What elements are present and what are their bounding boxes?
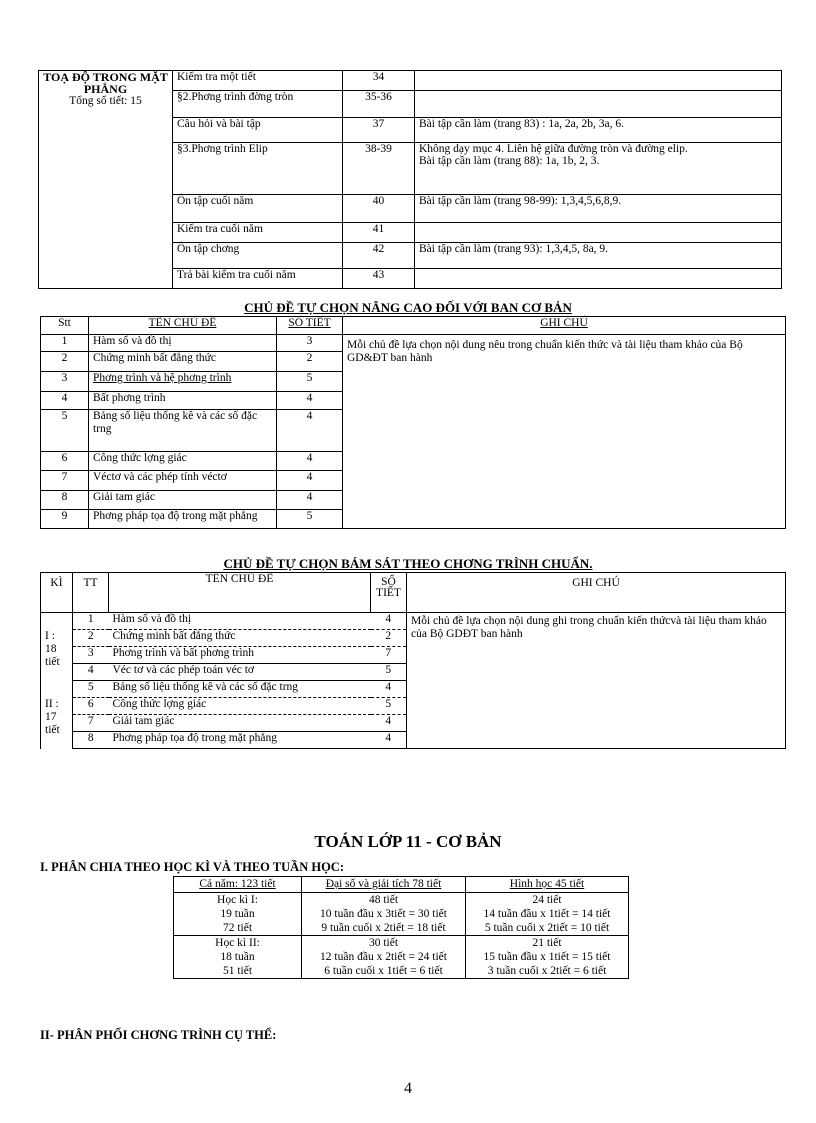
header-topic: TÊN CHỦ ĐỀ xyxy=(89,317,277,335)
term2-geometry xyxy=(466,936,629,979)
lesson-name: Kiểm tra một tiết xyxy=(173,71,343,91)
term-line: 15 tuần đầu x 1tiết = 15 tiết xyxy=(483,951,611,963)
header-year: Cả năm: 123 tiết xyxy=(174,877,302,893)
standard-topics-title: CHỦ ĐỀ TỰ CHỌN BÁM SÁT THEO CHƠNG TRÌNH CHUẨN. xyxy=(223,556,593,571)
lesson-note xyxy=(415,71,782,91)
topic-stt: 1 xyxy=(41,335,89,352)
term-line: 10 tuần đầu x 3tiết = 30 tiết xyxy=(320,908,447,920)
topic-name: Véc tơ và các phép toán véc tơ xyxy=(109,664,371,681)
header-algebra: Đại số và giải tích 78 tiết xyxy=(302,877,466,893)
topic-tt: 4 xyxy=(73,664,109,681)
grade11-title: TOÁN LỚP 11 - CƠ BẢN xyxy=(314,832,502,851)
topic-tt: 7 xyxy=(73,715,109,732)
lesson-note-line: Không dạy mục 4. Liên hệ giữa đường tròn và đường elip. xyxy=(419,143,688,155)
header-ki: KÌ xyxy=(41,573,73,613)
topic-name: Bảng số liệu thống kê và các số đặc trng xyxy=(109,681,371,698)
topic-note: Mỗi chủ đề lựa chọn nội dung nêu trong chuẩn kiến thức và tài liệu tham khảo của Bộ GD&ĐT ban hành xyxy=(343,335,786,529)
topic-name: Chứng minh bất đẳng thức xyxy=(89,352,277,372)
topic-tt: 2 xyxy=(73,630,109,647)
topic-periods: 4 xyxy=(277,410,343,452)
topic-periods: 4 xyxy=(277,452,343,471)
term-line: Học kì I: xyxy=(217,894,258,906)
topic-stt: 2 xyxy=(41,352,89,372)
header-periods: SỐ TIẾT xyxy=(277,317,343,335)
topic-periods: 7 xyxy=(371,647,407,664)
topic-tt: 5 xyxy=(73,681,109,698)
lesson-name: Kiểm tra cuối năm xyxy=(173,223,343,243)
topic-periods: 4 xyxy=(371,715,407,732)
term1-label xyxy=(174,893,302,936)
term-line: 14 tuần đầu x 1tiết = 14 tiết xyxy=(483,908,611,920)
topic-periods: 4 xyxy=(371,681,407,698)
lesson-period: 41 xyxy=(343,223,415,243)
lesson-name: §3.Phơng trình Elip xyxy=(173,143,343,195)
topic-name: Phơng trình và bất phơng trình xyxy=(109,647,371,664)
lesson-period: 38-39 xyxy=(343,143,415,195)
term-line: 12 tuần đầu x 2tiết = 24 tiết xyxy=(320,951,447,963)
term-line: 21 tiết xyxy=(532,937,562,949)
term-line: 48 tiết xyxy=(368,894,399,906)
term-line: Học kì II: xyxy=(215,937,260,949)
topic-periods: 4 xyxy=(371,613,407,630)
topic-stt: 3 xyxy=(41,372,89,392)
topic-periods: 3 xyxy=(277,335,343,352)
topic-stt: 8 xyxy=(41,491,89,510)
header-geometry: Hình học 45 tiết xyxy=(466,877,629,893)
advanced-topics-table xyxy=(40,316,786,529)
topic-stt: 9 xyxy=(41,510,89,529)
section-title: TOẠ ĐỘ TRONG MẶT PHẲNG xyxy=(43,70,168,96)
topic-note: Mỗi chủ đề lựa chọn nội dung ghi trong chuẩn kiến thứcvà tài liệu tham khảo của Bộ GDĐT ban hành xyxy=(407,613,786,749)
section-total: Tổng số tiết: 15 xyxy=(69,95,142,107)
lesson-period: 37 xyxy=(343,118,415,143)
topic-periods: 5 xyxy=(371,698,407,715)
lesson-note xyxy=(415,143,782,195)
topic-periods: 5 xyxy=(371,664,407,681)
term2-algebra xyxy=(302,936,466,979)
section1-heading: I. PHÂN CHIA THEO HỌC KÌ VÀ THEO TUẦN HỌC: xyxy=(40,860,344,874)
term-line: 30 tiết xyxy=(368,937,399,949)
topic-name: Phơng pháp tọa độ trong mặt phẳng xyxy=(89,510,277,529)
coordinate-plane-schedule-table xyxy=(38,70,782,289)
term-line: 9 tuần cuối x 2tiết = 18 tiết xyxy=(321,922,446,934)
lesson-period: 40 xyxy=(343,195,415,223)
lesson-note xyxy=(415,269,782,289)
header-tt: TT xyxy=(73,573,109,613)
topic-name: Phơng pháp tọa độ trong mặt phẳng xyxy=(109,732,371,749)
term-label: II : 17 tiết xyxy=(41,681,73,749)
lesson-name: Câu hỏi và bài tập xyxy=(173,118,343,143)
topic-periods: 4 xyxy=(277,392,343,410)
topic-periods: 4 xyxy=(277,471,343,491)
topic-name: Công thức lợng giác xyxy=(109,698,371,715)
lesson-note: Bài tập cần làm (trang 83) : 1a, 2a, 2b, 3a, 6. xyxy=(415,118,782,143)
topic-periods: 2 xyxy=(371,630,407,647)
lesson-note xyxy=(415,91,782,118)
header-note: GHI CHÚ xyxy=(343,317,786,335)
topic-periods: 4 xyxy=(371,732,407,749)
topic-tt: 1 xyxy=(73,613,109,630)
term-line: 24 tiết xyxy=(532,894,562,906)
term-allocation-table xyxy=(173,876,629,979)
topic-stt: 5 xyxy=(41,410,89,452)
lesson-note: Bài tập cần làm (trang 98-99): 1,3,4,5,6,8,9. xyxy=(415,195,782,223)
topic-name: Công thức lợng giác xyxy=(89,452,277,471)
term-line: 19 tuần xyxy=(220,908,255,920)
lesson-period: 34 xyxy=(343,71,415,91)
topic-stt: 6 xyxy=(41,452,89,471)
topic-tt: 6 xyxy=(73,698,109,715)
topic-name: Hàm số và đồ thị xyxy=(89,335,277,352)
lesson-period: 35-36 xyxy=(343,91,415,118)
topic-periods: 5 xyxy=(277,510,343,529)
topic-name: Giải tam giác xyxy=(109,715,371,732)
topic-periods: 2 xyxy=(277,352,343,372)
term-line: 3 tuần cuối x 2tiết = 6 tiết xyxy=(487,965,607,977)
header-topic: TÊN CHỦ ĐỀ xyxy=(109,573,371,613)
section-cell xyxy=(39,71,173,289)
term-line: 72 tiết xyxy=(222,922,253,934)
header-stt: Stt xyxy=(41,317,89,335)
topic-tt: 8 xyxy=(73,732,109,749)
term1-algebra xyxy=(302,893,466,936)
advanced-topics-title: CHỦ ĐỀ TỰ CHỌN NÂNG CAO ĐỐI VỚI BAN CƠ BẢN xyxy=(244,300,572,315)
term-label: I : 18 tiết xyxy=(41,613,73,681)
lesson-period: 43 xyxy=(343,269,415,289)
lesson-period: 42 xyxy=(343,243,415,269)
lesson-name: Trả bài kiểm tra cuối năm xyxy=(173,269,343,289)
lesson-note: Bài tập cần làm (trang 93): 1,3,4,5, 8a, 9. xyxy=(415,243,782,269)
topic-name: Bảng số liệu thống kê và các số đặc trng xyxy=(89,410,277,452)
lesson-note-line: Bài tập cần làm (trang 88): 1a, 1b, 2, 3. xyxy=(419,155,600,167)
header-note: GHI CHÚ xyxy=(407,573,786,613)
lesson-name: Ôn tập cuối năm xyxy=(173,195,343,223)
lesson-name: §2.Phơng trình đờng tròn xyxy=(173,91,343,118)
lesson-note xyxy=(415,223,782,243)
term2-label xyxy=(174,936,302,979)
topic-name: Bất phơng trình xyxy=(89,392,277,410)
topic-periods: 4 xyxy=(277,491,343,510)
term-line: 6 tuần cuối x 1tiết = 6 tiết xyxy=(324,965,443,977)
topic-name: Hàm số và đồ thị xyxy=(109,613,371,630)
topic-name: Phơng trình và hệ phơng trình xyxy=(89,372,277,392)
topic-name: Véctơ và các phép tính véctơ xyxy=(89,471,277,491)
term1-geometry xyxy=(466,893,629,936)
term-line: 51 tiết xyxy=(222,965,253,977)
section2-heading: II- PHÂN PHỐI CHƠNG TRÌNH CỤ THỂ: xyxy=(40,1028,277,1042)
lesson-name: Ôn tập chơng xyxy=(173,243,343,269)
standard-topics-table xyxy=(40,572,786,749)
header-periods: SỐ TIẾT xyxy=(371,573,407,613)
topic-tt: 3 xyxy=(73,647,109,664)
term-line: 18 tuần xyxy=(220,951,255,963)
term-line: 5 tuần cuối x 2tiết = 10 tiết xyxy=(484,922,610,934)
topic-periods: 5 xyxy=(277,372,343,392)
topic-name: Giải tam giác xyxy=(89,491,277,510)
topic-stt: 7 xyxy=(41,471,89,491)
topic-name: Chứng minh bất đẳng thức xyxy=(109,630,371,647)
topic-stt: 4 xyxy=(41,392,89,410)
page-number: 4 xyxy=(404,1080,412,1097)
